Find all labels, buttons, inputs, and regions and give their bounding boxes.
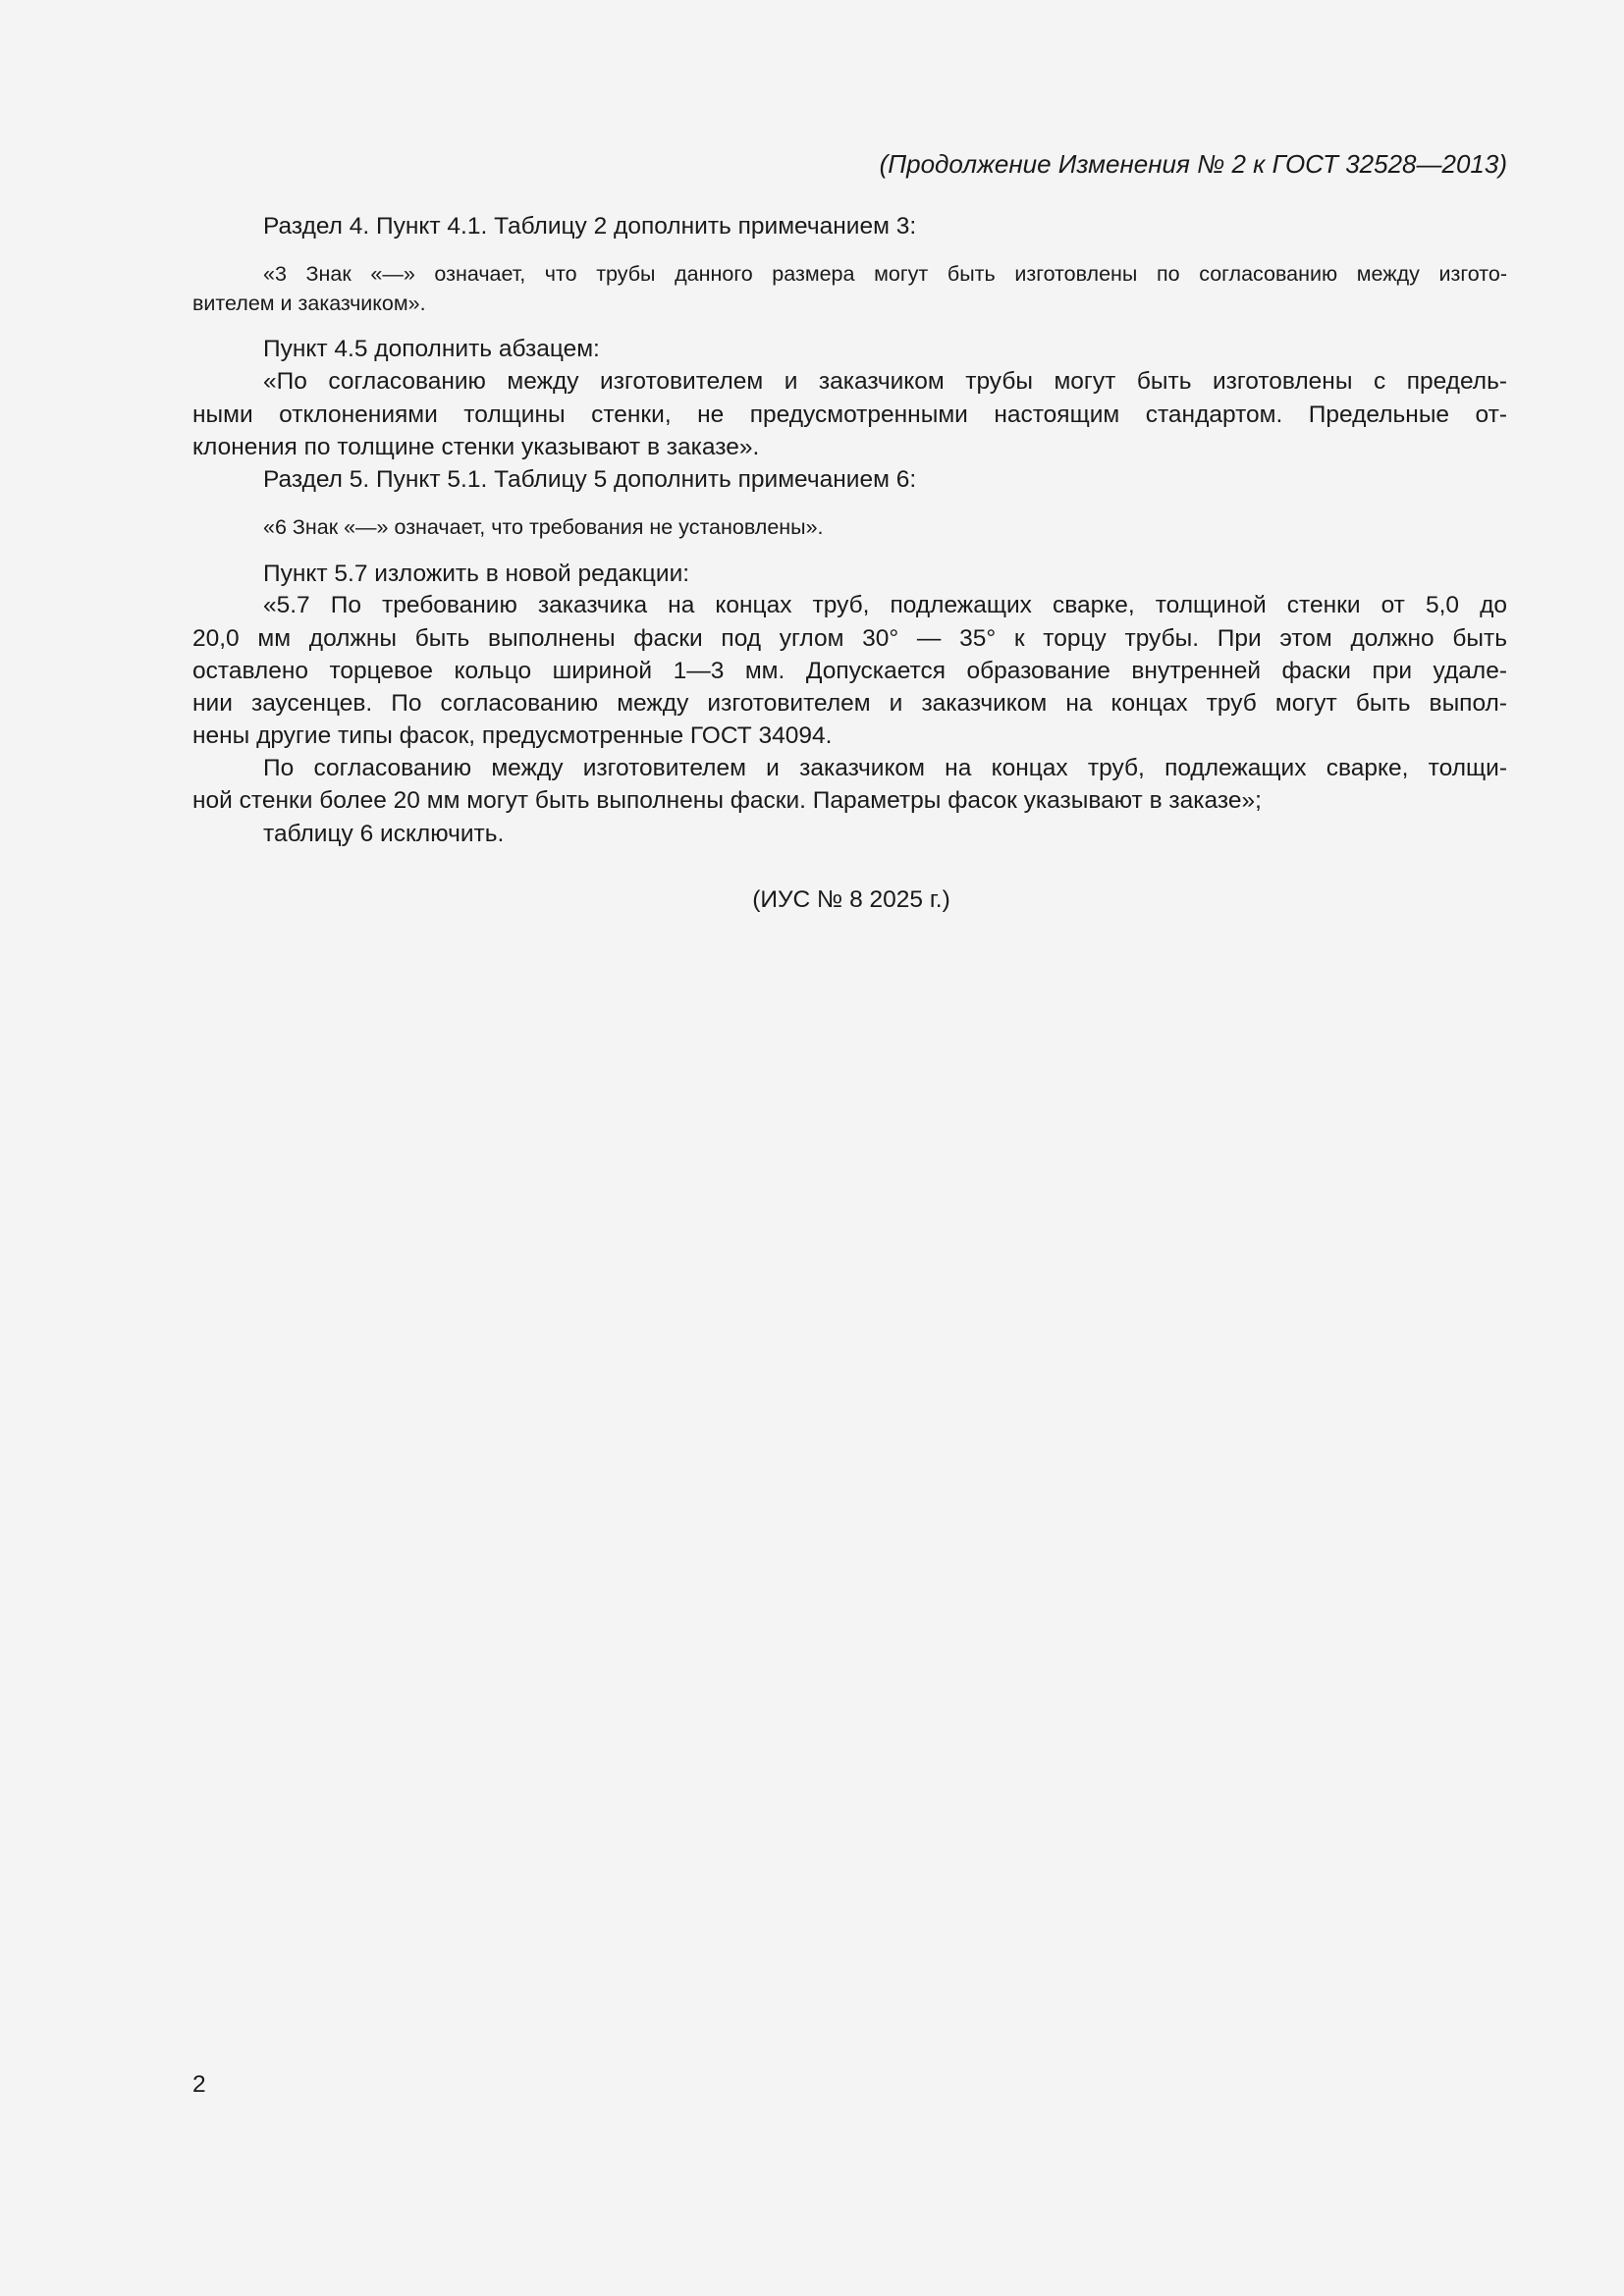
- ius-reference: (ИУС № 8 2025 г.): [752, 886, 950, 913]
- paragraph-item-5-7: Пункт 5.7 изложить в новой редакции:: [263, 561, 690, 587]
- paragraph-line: клонения по толщине стенки указывают в заказе».: [192, 434, 760, 460]
- paragraph-line: 20,0 мм должны быть выполнены фаски под углом 30° — 35° к торцу трубы. При этом должно быть: [192, 625, 1507, 652]
- paragraph-line: нии заусенцев. По согласованию между изготовителем и заказчиком на концах труб могут быть выпол-: [192, 690, 1507, 717]
- note-3-line: вителем и заказчиком».: [192, 292, 426, 315]
- paragraph-line: По согласованию между изготовителем и заказчиком на концах труб, подлежащих сварке, толщи-: [263, 755, 1507, 781]
- paragraph-table6: таблицу 6 исключить.: [263, 821, 505, 847]
- note-3-line: «3 Знак «—» означает, что трубы данного размера могут быть изготовлены по согласованию между изгото-: [263, 262, 1507, 286]
- paragraph-line: «По согласованию между изготовителем и заказчиком трубы могут быть изготовлены с предель-: [263, 368, 1507, 395]
- paragraph-line: нены другие типы фасок, предусмотренные ГОСТ 34094.: [192, 722, 833, 749]
- paragraph-section4: Раздел 4. Пункт 4.1. Таблицу 2 дополнить примечанием 3:: [263, 213, 917, 240]
- paragraph-line: оставлено торцевое кольцо шириной 1—3 мм. Допускается образование внутренней фаски при удале-: [192, 658, 1507, 684]
- paragraph-section5: Раздел 5. Пункт 5.1. Таблицу 5 дополнить примечанием 6:: [263, 466, 917, 493]
- page-number: 2: [192, 2071, 206, 2098]
- paragraph-line: ной стенки более 20 мм могут быть выполнены фаски. Параметры фасок указывают в заказе»;: [192, 787, 1262, 814]
- paragraph-line: ными отклонениями толщины стенки, не предусмотренными настоящим стандартом. Предельные от-: [192, 401, 1507, 428]
- note-6: «6 Знак «—» означает, что требования не установлены».: [263, 515, 824, 539]
- paragraph-line: «5.7 По требованию заказчика на концах труб, подлежащих сварке, толщиной стенки от 5,0 до: [263, 592, 1507, 618]
- paragraph-item-4-5: Пункт 4.5 дополнить абзацем:: [263, 336, 600, 362]
- running-header: (Продолжение Изменения № 2 к ГОСТ 32528—2013): [879, 149, 1507, 179]
